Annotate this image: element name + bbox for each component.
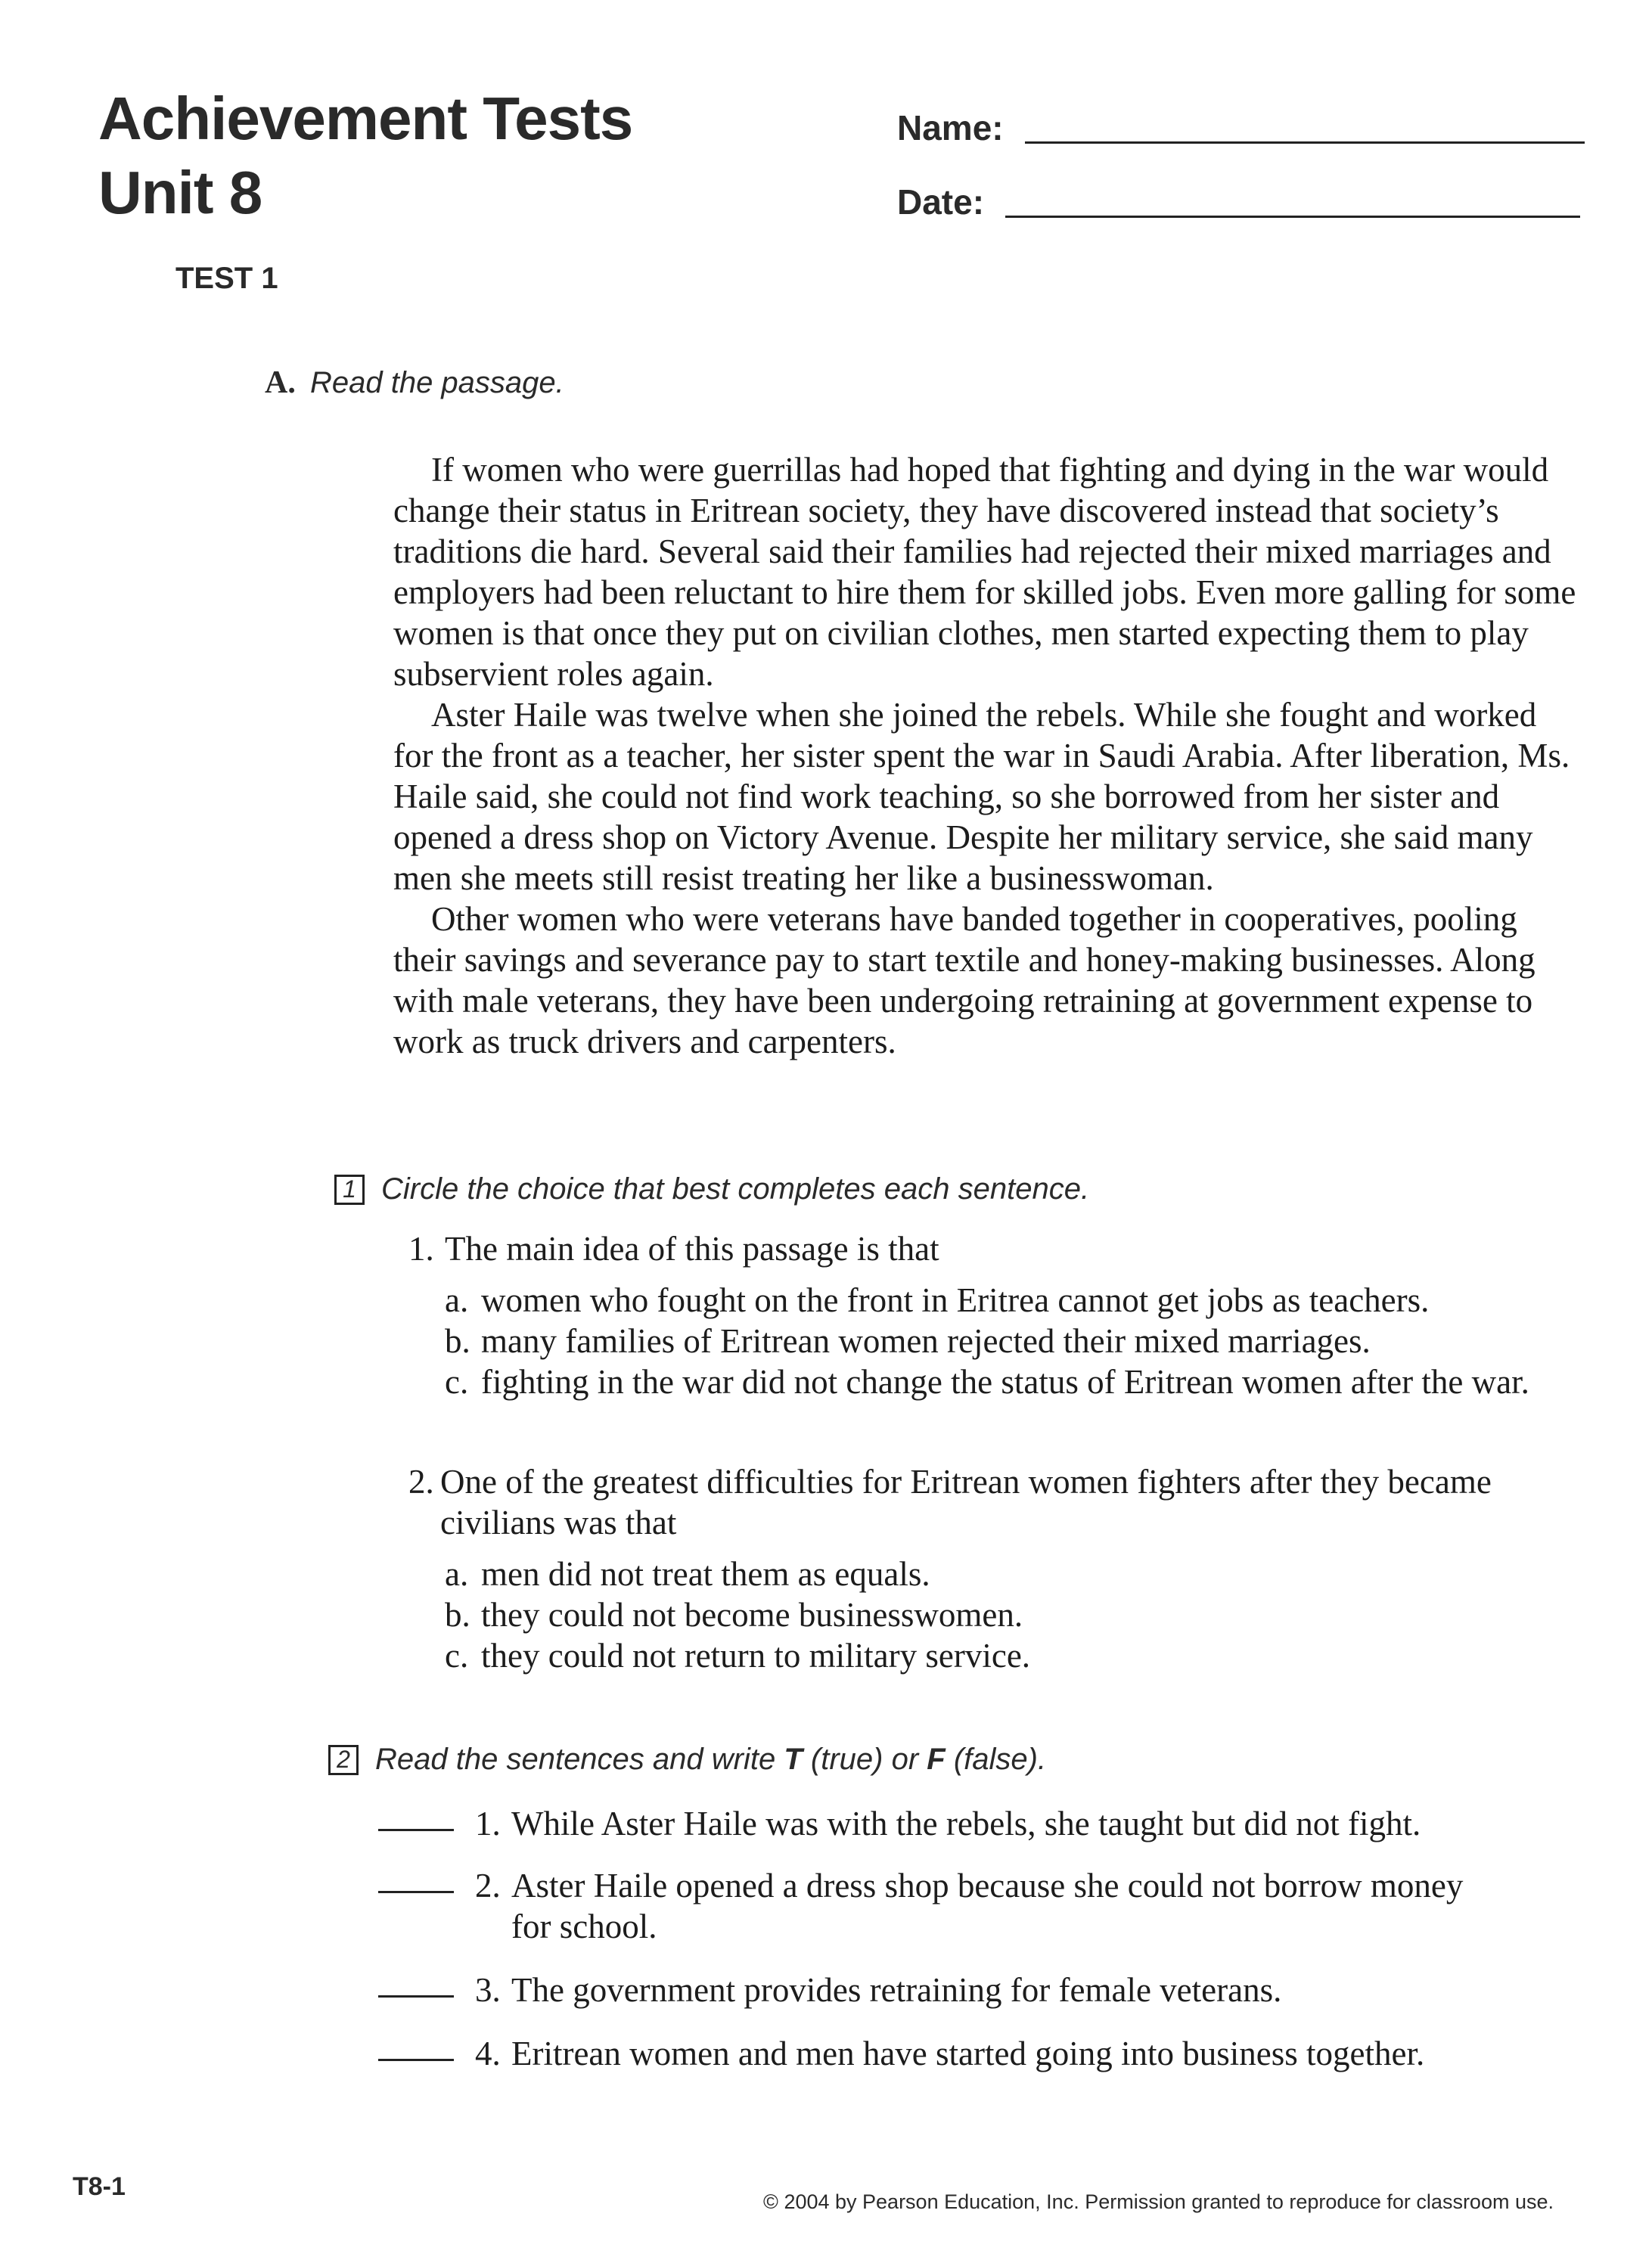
true-letter: T xyxy=(784,1743,803,1776)
page-title xyxy=(98,82,632,230)
option-letter: c. xyxy=(445,1363,469,1401)
test-label: TEST 1 xyxy=(175,262,278,295)
question-text: One of the greatest difficulties for Eritrean women fighters after they became civilians was that xyxy=(439,1463,1492,1541)
answer-blank[interactable] xyxy=(378,1803,454,1831)
section-letter: A. xyxy=(265,365,296,400)
answer-option-a[interactable] xyxy=(445,1280,1573,1321)
answer-blank[interactable] xyxy=(378,1970,454,1998)
answer-options xyxy=(445,1280,1573,1402)
question-text: The main idea of this passage is that xyxy=(445,1230,939,1268)
section-a-heading xyxy=(265,365,564,401)
tf-item-1 xyxy=(378,1803,1588,1844)
exercise-2-heading xyxy=(328,1743,1046,1777)
answer-option-c[interactable] xyxy=(445,1635,1573,1676)
option-letter: b. xyxy=(445,1596,470,1634)
answer-option-b[interactable] xyxy=(445,1321,1573,1361)
question-2 xyxy=(408,1461,1573,1676)
true-word: (true) or xyxy=(802,1743,927,1776)
passage-paragraph: Other women who were veterans have banded together in cooperatives, pooling their savings and severance pay to start textile and honey-making businesses. Along with male veterans, they have been undergoing retraining at government expense to work as truck drivers and carpenters. xyxy=(393,900,1536,1060)
exercise-instruction: Circle the choice that best completes each sentence. xyxy=(381,1172,1090,1206)
tf-item-3 xyxy=(378,1970,1588,2010)
option-text: women who fought on the front in Eritrea cannot get jobs as teachers. xyxy=(481,1281,1430,1319)
false-word: (false). xyxy=(945,1743,1047,1776)
date-label: Date: xyxy=(897,182,985,222)
title-line-2: Unit 8 xyxy=(98,159,262,226)
exercise-instruction xyxy=(375,1743,1046,1777)
instruction-text: Read the sentences and write xyxy=(375,1743,784,1776)
item-number: 3. xyxy=(475,1971,501,2009)
tf-item-4 xyxy=(378,2033,1588,2074)
exercise-number-box: 1 xyxy=(334,1175,365,1205)
exercise-number-box: 2 xyxy=(328,1745,359,1775)
option-letter: a. xyxy=(445,1281,469,1319)
item-text: The government provides retraining for female veterans. xyxy=(511,1971,1282,2009)
option-text: fighting in the war did not change the status of Eritrean women after the war. xyxy=(481,1363,1529,1401)
option-letter: b. xyxy=(445,1322,470,1360)
question-number: 2. xyxy=(408,1463,434,1501)
page-code: T8-1 xyxy=(73,2172,126,2201)
exercise-1-heading xyxy=(334,1172,1089,1206)
answer-blank[interactable] xyxy=(378,1865,454,1893)
option-letter: c. xyxy=(445,1637,469,1675)
option-text: many families of Eritrean women rejected their mixed marriages. xyxy=(481,1322,1371,1360)
answer-option-a[interactable] xyxy=(445,1554,1573,1594)
reading-passage xyxy=(393,449,1581,1062)
title-line-1: Achievement Tests xyxy=(98,85,633,152)
option-text: they could not become businesswomen. xyxy=(481,1596,1023,1634)
section-instruction: Read the passage. xyxy=(309,366,564,399)
question-1 xyxy=(408,1228,1573,1402)
item-text: While Aster Haile was with the rebels, she taught but did not fight. xyxy=(511,1805,1421,1842)
answer-blank[interactable] xyxy=(378,2033,454,2061)
item-number: 4. xyxy=(475,2035,501,2072)
date-write-line[interactable] xyxy=(1005,216,1580,218)
copyright-notice: © 2004 by Pearson Education, Inc. Permission granted to reproduce for classroom use. xyxy=(763,2190,1554,2213)
question-stem xyxy=(408,1461,1573,1543)
name-field[interactable] xyxy=(897,107,1585,148)
answer-options xyxy=(445,1554,1573,1676)
tf-item-2 xyxy=(378,1865,1588,1947)
answer-option-c[interactable] xyxy=(445,1361,1573,1402)
passage-paragraph: If women who were guerrillas had hoped that fighting and dying in the war would change their status in Eritrean society, they have discovered instead that society’s traditions die hard. Several said their families had rejected their mixed marriages and employers had been reluctant to hire them for skilled jobs. Even more galling for some women is that once they put on civilian clothes, men started expecting them to play subservient roles again. xyxy=(393,451,1576,693)
answer-option-b[interactable] xyxy=(445,1594,1573,1635)
question-number: 1. xyxy=(408,1230,434,1268)
name-write-line[interactable] xyxy=(1025,141,1585,144)
date-field[interactable] xyxy=(897,182,1580,222)
item-number: 1. xyxy=(475,1805,501,1842)
option-text: men did not treat them as equals. xyxy=(481,1555,930,1593)
name-label: Name: xyxy=(897,108,1004,147)
passage-paragraph: Aster Haile was twelve when she joined the rebels. While she fought and worked for the front as a teacher, her sister spent the war in Saudi Arabia. After liberation, Ms. Haile said, she could not find work teaching, so she borrowed from her sister and opened a dress shop on Victory Avenue. Despite her military service, she said many men she meets still resist treating her like a businesswoman. xyxy=(393,696,1570,897)
option-text: they could not return to military service. xyxy=(481,1637,1031,1675)
item-text: Eritrean women and men have started going into business together. xyxy=(511,2035,1425,2072)
option-letter: a. xyxy=(445,1555,469,1593)
item-text: Aster Haile opened a dress shop because she could not borrow money for school. xyxy=(511,1867,1464,1945)
question-stem xyxy=(408,1228,1573,1269)
item-number: 2. xyxy=(475,1867,501,1905)
false-letter: F xyxy=(927,1743,946,1776)
